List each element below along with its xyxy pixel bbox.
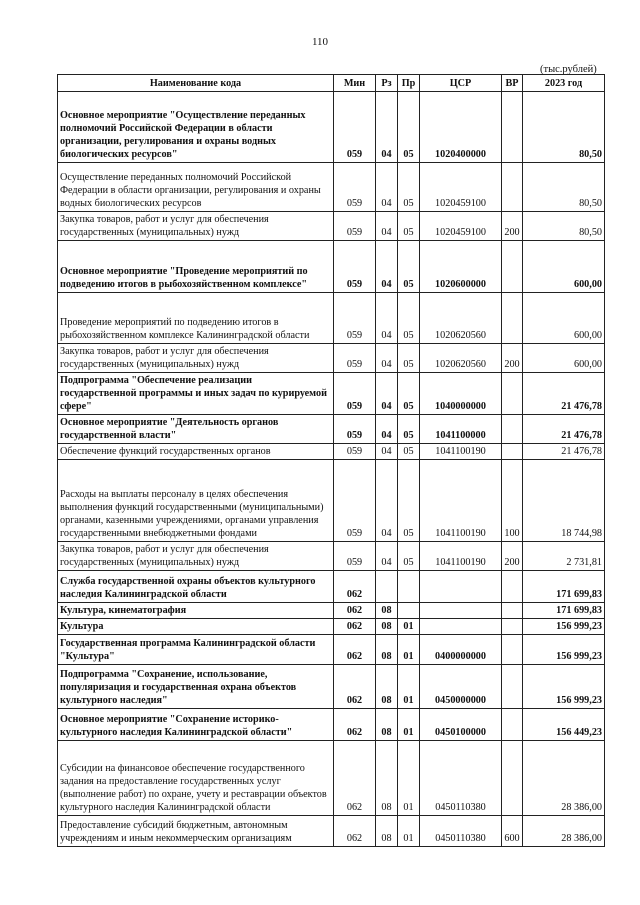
row-rz: 04 [376,415,398,444]
row-min: 062 [334,709,376,741]
row-pr: 05 [398,373,420,415]
row-amount: 80,50 [523,212,605,241]
row-amount: 600,00 [523,344,605,373]
row-min: 062 [334,603,376,619]
units-label: (тыс.рублей) [540,64,597,75]
row-min: 062 [334,635,376,665]
row-pr [398,571,420,603]
row-rz [376,571,398,603]
page-number: 110 [311,36,329,48]
table-row [58,92,605,163]
row-amount: 156 999,23 [523,635,605,665]
row-csr: 1041100190 [420,542,502,571]
row-pr: 05 [398,212,420,241]
row-rz: 04 [376,344,398,373]
row-csr: 1020620560 [420,344,502,373]
row-rz: 08 [376,603,398,619]
row-csr: 0400000000 [420,635,502,665]
row-rz: 04 [376,92,398,163]
row-min: 059 [334,293,376,344]
row-amount: 171 699,83 [523,571,605,603]
row-csr: 1020459100 [420,163,502,212]
header-rz: Рз [376,75,398,92]
row-min: 059 [334,373,376,415]
row-pr: 01 [398,635,420,665]
row-pr: 05 [398,92,420,163]
row-vr [502,373,523,415]
row-rz: 04 [376,444,398,460]
row-pr: 05 [398,163,420,212]
header-vr: ВР [502,75,523,92]
row-min: 059 [334,241,376,293]
table-row [58,619,605,635]
row-pr: 01 [398,665,420,709]
row-name: Основное мероприятие "Сохранение историко-культурного наследия Калининградской области" [58,709,334,741]
row-amount: 600,00 [523,293,605,344]
row-amount: 156 999,23 [523,665,605,709]
row-rz: 08 [376,816,398,847]
row-amount: 28 386,00 [523,816,605,847]
table-row [58,460,605,542]
row-csr: 1040000000 [420,373,502,415]
row-name: Культура [58,619,334,635]
row-rz: 08 [376,635,398,665]
table-body [58,92,605,847]
table-row [58,665,605,709]
row-name: Расходы на выплаты персоналу в целях обеспечения выполнения функций государственными (муниципальными) органами, казенными учреждениями, органами управления государственными внебюджетными фондами [58,460,334,542]
header-name: Наименование кода [58,75,334,92]
row-vr: 200 [502,212,523,241]
table-row [58,415,605,444]
row-min: 059 [334,212,376,241]
row-vr [502,619,523,635]
row-pr: 05 [398,444,420,460]
row-vr [502,709,523,741]
row-min: 062 [334,571,376,603]
row-name: Осуществление переданных полномочий Российской Федерации в области организации, регулирования и охраны водных биологических ресурсов [58,163,334,212]
row-amount: 21 476,78 [523,444,605,460]
table-row [58,373,605,415]
row-csr: 1041100190 [420,444,502,460]
row-pr: 05 [398,542,420,571]
row-amount: 80,50 [523,92,605,163]
row-name: Основное мероприятие "Осуществление переданных полномочий Российской Федерации в области организации, регулирования и охраны водных биологических ресурсов" [58,92,334,163]
row-min: 059 [334,460,376,542]
row-csr: 0450000000 [420,665,502,709]
row-csr [420,619,502,635]
row-amount: 156 999,23 [523,619,605,635]
row-vr [502,571,523,603]
row-name: Проведение мероприятий по подведению итогов в рыбохозяйственном комплексе Калининградской области [58,293,334,344]
row-vr [502,293,523,344]
row-vr [502,163,523,212]
row-name: Подпрограмма "Сохранение, использование, популяризация и государственная охрана объектов культурного наследия" [58,665,334,709]
row-name: Субсидии на финансовое обеспечение государственного задания на предоставление государственных услуг (выполнение работ) по охране, учету и реставрации объектов культурного наследия Калининградской области [58,741,334,816]
row-pr: 05 [398,415,420,444]
row-name: Основное мероприятие "Деятельность органов государственной власти" [58,415,334,444]
header-row [58,75,605,92]
row-min: 059 [334,444,376,460]
table-row [58,212,605,241]
row-amount: 28 386,00 [523,741,605,816]
row-name: Культура, кинематография [58,603,334,619]
row-min: 062 [334,741,376,816]
row-pr: 05 [398,293,420,344]
row-amount: 156 449,23 [523,709,605,741]
table-row [58,241,605,293]
row-min: 062 [334,665,376,709]
row-vr: 200 [502,344,523,373]
budget-table [57,74,605,847]
table-row [58,709,605,741]
row-vr [502,603,523,619]
row-rz: 04 [376,163,398,212]
row-pr: 05 [398,344,420,373]
row-pr: 01 [398,619,420,635]
row-amount: 600,00 [523,241,605,293]
row-rz: 04 [376,542,398,571]
row-min: 059 [334,163,376,212]
row-name: Закупка товаров, работ и услуг для обеспечения государственных (муниципальных) нужд [58,344,334,373]
row-csr: 0450110380 [420,816,502,847]
row-rz: 04 [376,373,398,415]
header-year: 2023 год [523,75,605,92]
row-pr: 01 [398,816,420,847]
row-vr [502,415,523,444]
row-rz: 08 [376,619,398,635]
row-csr: 1020459100 [420,212,502,241]
row-amount: 21 476,78 [523,415,605,444]
row-amount: 21 476,78 [523,373,605,415]
row-rz: 08 [376,741,398,816]
row-min: 059 [334,542,376,571]
row-pr: 05 [398,460,420,542]
row-vr [502,92,523,163]
header-csr: ЦСР [420,75,502,92]
row-csr [420,603,502,619]
row-vr [502,635,523,665]
row-amount: 171 699,83 [523,603,605,619]
row-pr: 01 [398,709,420,741]
row-rz: 04 [376,293,398,344]
table-row [58,603,605,619]
row-name: Обеспечение функций государственных органов [58,444,334,460]
row-vr [502,444,523,460]
table-row [58,293,605,344]
row-vr [502,665,523,709]
row-amount: 80,50 [523,163,605,212]
header-min: Мин [334,75,376,92]
row-min: 059 [334,415,376,444]
row-name: Предоставление субсидий бюджетным, автономным учреждениям и иным некоммерческим организациям [58,816,334,847]
table-row [58,816,605,847]
row-min: 062 [334,619,376,635]
row-name: Подпрограмма "Обеспечение реализации государственной программы и иных задач по курируемой сфере" [58,373,334,415]
table-row [58,542,605,571]
header-pr: Пр [398,75,420,92]
row-vr: 600 [502,816,523,847]
row-min: 062 [334,816,376,847]
row-vr [502,241,523,293]
row-vr [502,741,523,816]
row-csr: 1020620560 [420,293,502,344]
row-rz: 08 [376,665,398,709]
row-name: Служба государственной охраны объектов культурного наследия Калининградской области [58,571,334,603]
row-csr: 0450110380 [420,741,502,816]
table-row [58,741,605,816]
row-amount: 18 744,98 [523,460,605,542]
table-row [58,635,605,665]
row-pr: 01 [398,741,420,816]
row-csr: 1020400000 [420,92,502,163]
row-name: Основное мероприятие "Проведение мероприятий по подведению итогов в рыбохозяйственном комплексе" [58,241,334,293]
row-rz: 04 [376,212,398,241]
table-row [58,344,605,373]
row-amount: 2 731,81 [523,542,605,571]
row-vr: 200 [502,542,523,571]
row-csr: 0450100000 [420,709,502,741]
row-rz: 08 [376,709,398,741]
row-csr: 1041100190 [420,460,502,542]
row-vr: 100 [502,460,523,542]
table-row [58,444,605,460]
table-row [58,571,605,603]
row-min: 059 [334,92,376,163]
row-csr [420,571,502,603]
row-name: Государственная программа Калининградской области "Культура" [58,635,334,665]
row-rz: 04 [376,241,398,293]
row-rz: 04 [376,460,398,542]
row-name: Закупка товаров, работ и услуг для обеспечения государственных (муниципальных) нужд [58,542,334,571]
row-pr [398,603,420,619]
row-csr: 1020600000 [420,241,502,293]
table-row [58,163,605,212]
row-pr: 05 [398,241,420,293]
row-name: Закупка товаров, работ и услуг для обеспечения государственных (муниципальных) нужд [58,212,334,241]
row-min: 059 [334,344,376,373]
row-csr: 1041100000 [420,415,502,444]
